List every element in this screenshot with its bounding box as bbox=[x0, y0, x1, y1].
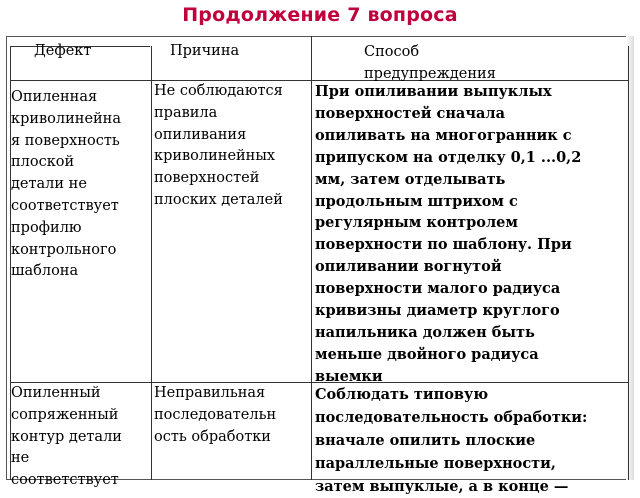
row1-defect: Опиленная криволинейна я поверхность плоской детали не соответствует профилю контрольного шаблона bbox=[11, 89, 121, 280]
row2-prevention: Соблюдать типовую последовательность обработки: вначале опилить плоские параллельные поверхности, затем выпуклые, а в конце — bbox=[315, 386, 588, 495]
header-defect: Дефект bbox=[34, 43, 92, 59]
row2-defect: Опиленный сопряженный контур детали не соответствует bbox=[11, 385, 122, 489]
table-vline-right-inner bbox=[628, 46, 629, 480]
table-vline-2 bbox=[311, 36, 312, 480]
slide-title: Продолжение 7 вопроса bbox=[182, 4, 458, 26]
table-vline-1 bbox=[151, 46, 152, 480]
row1-cause: Не соблюдаются правила опиливания криволинейных поверхностей плоских деталей bbox=[154, 83, 283, 208]
row1-prevention: При опиливании выпуклых поверхностей сначала опиливать на многогранник с припуском на отделку 0,1 ...0,2 мм, затем отделывать продольным штрихом с регулярным контролем поверхности по шаблону. При опиливании вогнутой поверхности малого радиуса кривизны диаметр круглого напильника должен быть меньше двойного радиуса выемки bbox=[315, 83, 582, 385]
header-cause: Причина bbox=[170, 43, 240, 59]
row2-cause: Неправильная последовательн ость обработки bbox=[154, 385, 277, 445]
header-prevention: Способ предупреждения bbox=[364, 44, 496, 82]
